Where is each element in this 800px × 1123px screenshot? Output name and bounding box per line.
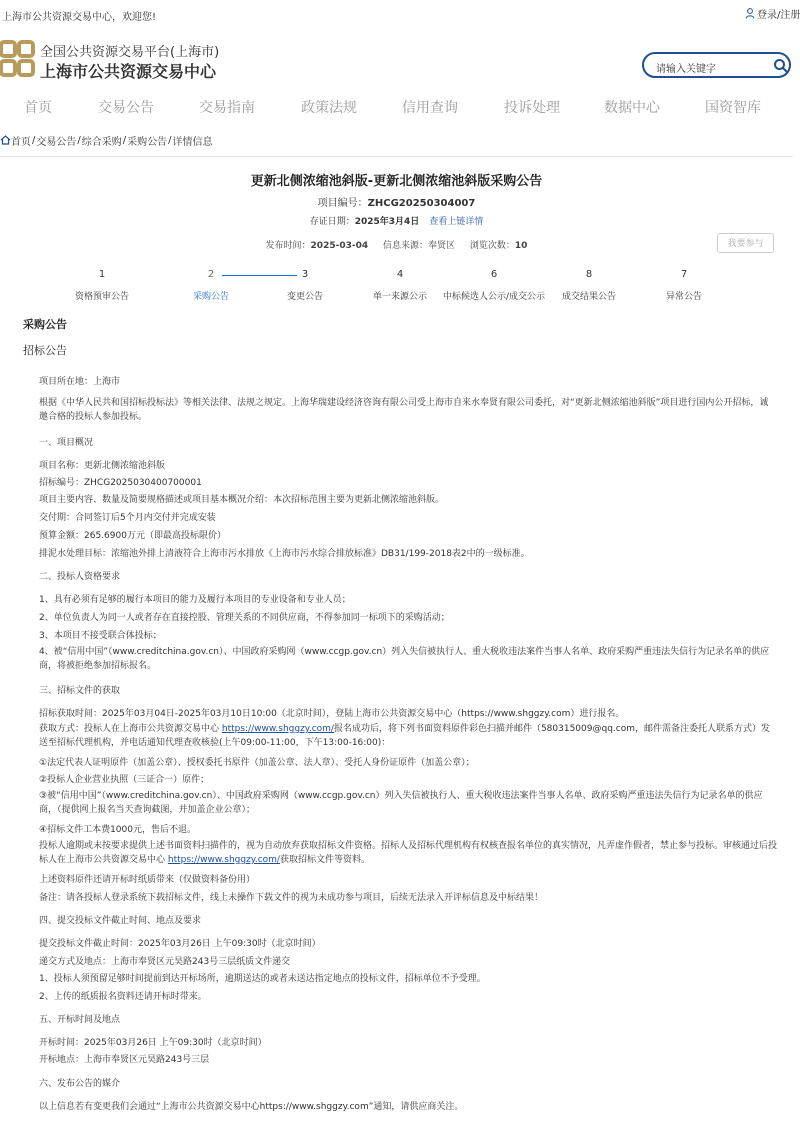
section-heading: 采购公告 <box>23 318 67 331</box>
s1-name: 项目名称：更新北侧浓缩池斜版 <box>39 461 166 471</box>
views-label: 浏览次数： <box>469 241 515 251</box>
nav-home[interactable]: 首页 <box>24 100 52 116</box>
step-2[interactable]: 2 采购公告 <box>192 269 229 302</box>
s3-note: 投标人逾期或未按要求提供上述书面资料扫描件的，视为自动放弃获取招标文件资格。招标人及招标代理机构有权核查报名单位的真实情况，凡弄虚作假者，禁止参与投标。审核通过后投标人在上海市公共资源交易中心 https://www.shggzy.com/获取招标文件等资料。 <box>39 841 778 865</box>
project-code-label: 项目编号： <box>317 198 368 209</box>
breadcrumb: 首页 / 交易公告 / 综合采购 / 采购公告 / 详情信息 <box>0 133 793 147</box>
s1-target: 排泥水处理目标：浓缩池外排上清液符合上海市污水排放《上海市污水综合排放标准》DB31/199-2018表2中的一级标准。 <box>39 549 530 559</box>
s4-item-2: 2、上传的纸质报名资料还请开标时带来。 <box>39 992 207 1002</box>
search-box[interactable] <box>642 52 791 78</box>
user-icon <box>745 8 755 19</box>
s1-delivery: 交付期：合同签订后5个月内交付并完成安装 <box>39 513 216 523</box>
nav-policy[interactable]: 政策法规 <box>301 100 357 116</box>
search-input[interactable]: 请输入关键字 <box>656 64 716 75</box>
step-4[interactable]: 4 单一来源公示 <box>372 269 427 302</box>
welcome-text: 上海市公共资源交易中心，欢迎您! <box>2 12 157 23</box>
logo-icon <box>0 41 34 77</box>
join-button[interactable]: 我要参与 <box>717 233 774 253</box>
s2-item-3: 3、本项目不接受联合体投标； <box>39 631 162 641</box>
project-code-value: ZHCG20250304007 <box>367 198 476 209</box>
s3-remark: 备注：请各投标人登录系统下载招标文件，线上未操作下载文件的视为未成功参与项目，后续无法录入开评标信息及中标结果！ <box>39 893 544 903</box>
nav-think-tank[interactable]: 国资智库 <box>705 100 761 116</box>
s5-time: 开标时间：2025年03月26日 上午09:30时（北京时间） <box>39 1038 267 1048</box>
s2-item-2: 2、单位负责人为同一人或者存在直接控股、管理关系的不同供应商，不得参加同一标项下的采购活动； <box>39 613 450 623</box>
nav-notices[interactable]: 交易公告 <box>98 100 154 116</box>
step-7[interactable]: 7 异常公告 <box>665 269 702 302</box>
s1-budget: 预算金额：265.6900万元（即最高投标限价） <box>39 531 226 541</box>
s3-method: 获取方式：投标人在上海市公共资源交易中心 https://www.shggzy.com/报名成功后，将下列书面资料原件彩色扫描并邮件（580315009@qq.com，邮件需备注委托人联系方式）发送至招标代理机构，并电话通知代理查收核验(上午09:00-11:00，下午13:00-16:00)： <box>39 724 770 748</box>
s3-material-1: ①法定代表人证明原件（加盖公章）、授权委托书原件（加盖公章、法人章）、受托人身份证原件（加盖公章）； <box>39 758 475 768</box>
s3-time: 招标获取时间：2025年03月04日-2025年03月10日10:00（北京时间），登陆上海市公共资源交易中心（https://www.shggzy.com）进行报名。 <box>39 709 625 719</box>
step-6[interactable]: 6 中标候选人公示/成交公示 <box>442 269 546 302</box>
section-4-title: 四、提交投标文件截止时间、地点及要求 <box>39 916 202 926</box>
s3-material-4: ④招标文件工本费1000元，售后不退。 <box>39 825 196 835</box>
s1-content: 项目主要内容、数量及简要规格描述或项目基本概况介绍：本次招标范围主要为更新北侧浓缩池斜版。 <box>39 495 445 505</box>
deposit-label: 存证日期： <box>309 217 355 227</box>
breadcrumb-purchase-notice[interactable]: 采购公告 <box>127 136 168 148</box>
s4-item-1: 1、投标人须预留足够时间提前到达开标场所，逾期送达的或者未送达指定地点的投标文件，招标单位不予受理。 <box>39 974 486 984</box>
section-3-title: 三、招标文件的获取 <box>39 686 121 696</box>
step-3[interactable]: 3 变更公告 <box>286 269 323 302</box>
nav-complaint[interactable]: 投诉处理 <box>504 100 560 116</box>
divider <box>0 156 793 157</box>
section-1-title: 一、项目概况 <box>39 438 94 448</box>
step-8[interactable]: 8 成交结果公告 <box>561 269 616 302</box>
deposit-info <box>0 214 793 227</box>
deposit-date: 2025年3月4日 <box>354 217 420 227</box>
process-steps <box>0 268 793 318</box>
s2-item-1: 1、具有必须有足够的履行本项目的能力及履行本项目的专业设备和专业人员； <box>39 595 351 605</box>
platform-name: 全国公共资源交易平台(上海市) <box>40 45 220 60</box>
nav-guide[interactable]: 交易指南 <box>199 100 255 116</box>
views-value: 10 <box>514 241 528 251</box>
section-5-title: 五、开标时间及地点 <box>39 1015 121 1025</box>
intro-text: 根据《中华人民共和国招标投标法》等相关法律、法规之规定。上海华瑞建设经济咨询有限公司受上海市自来水奉贤有限公司委托，对“更新北侧浓缩池斜版”项目进行国内公开招标，诚邀合格的投标人参加投标。 <box>39 398 769 422</box>
s3-keep: 上述资料原件还请开标时纸质带来（仅做资料备份用） <box>39 875 256 885</box>
breadcrumb-home[interactable]: 首页 <box>11 136 31 148</box>
breadcrumb-notices[interactable]: 交易公告 <box>36 136 77 148</box>
s4-deadline: 提交投标文件截止时间：2025年03月26日 上午09:30时（北京时间） <box>39 939 321 949</box>
publish-time: 2025-03-04 <box>310 241 369 251</box>
step-1[interactable]: 1 资格预审公告 <box>74 269 129 302</box>
chain-detail-link[interactable]: 查看上链详情 <box>429 217 484 227</box>
s1-code: 招标编号：ZHCG2025030400700001 <box>39 478 202 488</box>
source-value: 奉贤区 <box>428 241 456 251</box>
top-bar <box>0 0 800 28</box>
breadcrumb-procurement[interactable]: 综合采购 <box>81 136 122 148</box>
s4-place: 递交方式及地点：上海市奉贤区元昊路243号三层纸质文件递交 <box>39 957 291 967</box>
home-icon <box>0 135 11 145</box>
nav-data[interactable]: 数据中心 <box>604 100 660 116</box>
s5-place: 开标地点：上海市奉贤区元昊路243号三层 <box>39 1055 210 1065</box>
login-link[interactable] <box>745 6 800 21</box>
main-nav <box>0 95 793 119</box>
login-label: 登录/注册 <box>757 10 800 21</box>
page-title: 更新北侧浓缩池斜版-更新北侧浓缩池斜版采购公告 <box>250 174 543 189</box>
s6-text: 以上信息若有变更我们会通过“上海市公共资源交易中心https://www.shggzy.com”通知，请供应商关注。 <box>39 1102 464 1112</box>
s3-material-2: ②投标人企业营业执照（三证合一）原件； <box>39 775 210 785</box>
section-2-title: 二、投标人资格要求 <box>39 572 121 582</box>
shggzy-link[interactable]: https://www.shggzy.com/ <box>221 724 334 734</box>
shggzy-link-2[interactable]: https://www.shggzy.com/ <box>167 855 280 865</box>
breadcrumb-detail: 详情信息 <box>172 136 213 148</box>
nav-credit[interactable]: 信用查询 <box>402 100 458 116</box>
source-label: 信息来源： <box>383 241 429 251</box>
section-6-title: 六、发布公告的媒介 <box>39 1079 121 1089</box>
center-name: 上海市公共资源交易中心 <box>40 62 217 81</box>
section-subheading: 招标公告 <box>23 344 67 357</box>
publish-label: 发布时间： <box>265 241 311 251</box>
search-icon[interactable] <box>773 58 789 74</box>
s3-material-3: ③被“信用中国”（www.creditchina.gov.cn）、中国政府采购网（www.ccgp.gov.cn）列入失信被执行人、重大税收违法案件当事人名单、政府采购严重违法失信行为记录名单的供应商，（提供网上报名当天查询截图，并加盖企业公章）； <box>39 791 763 815</box>
meta-info <box>0 238 793 251</box>
s2-item-4: 4、被“信用中国”（www.creditchina.gov.cn）、中国政府采购网（www.ccgp.gov.cn）列入失信被执行人、重大税收违法案件当事人名单、政府采购严重违法失信行为记录名单的供应商，将被拒绝参加招标报名。 <box>39 647 770 671</box>
location-text: 项目所在地：上海市 <box>39 377 121 387</box>
project-code <box>0 194 793 209</box>
